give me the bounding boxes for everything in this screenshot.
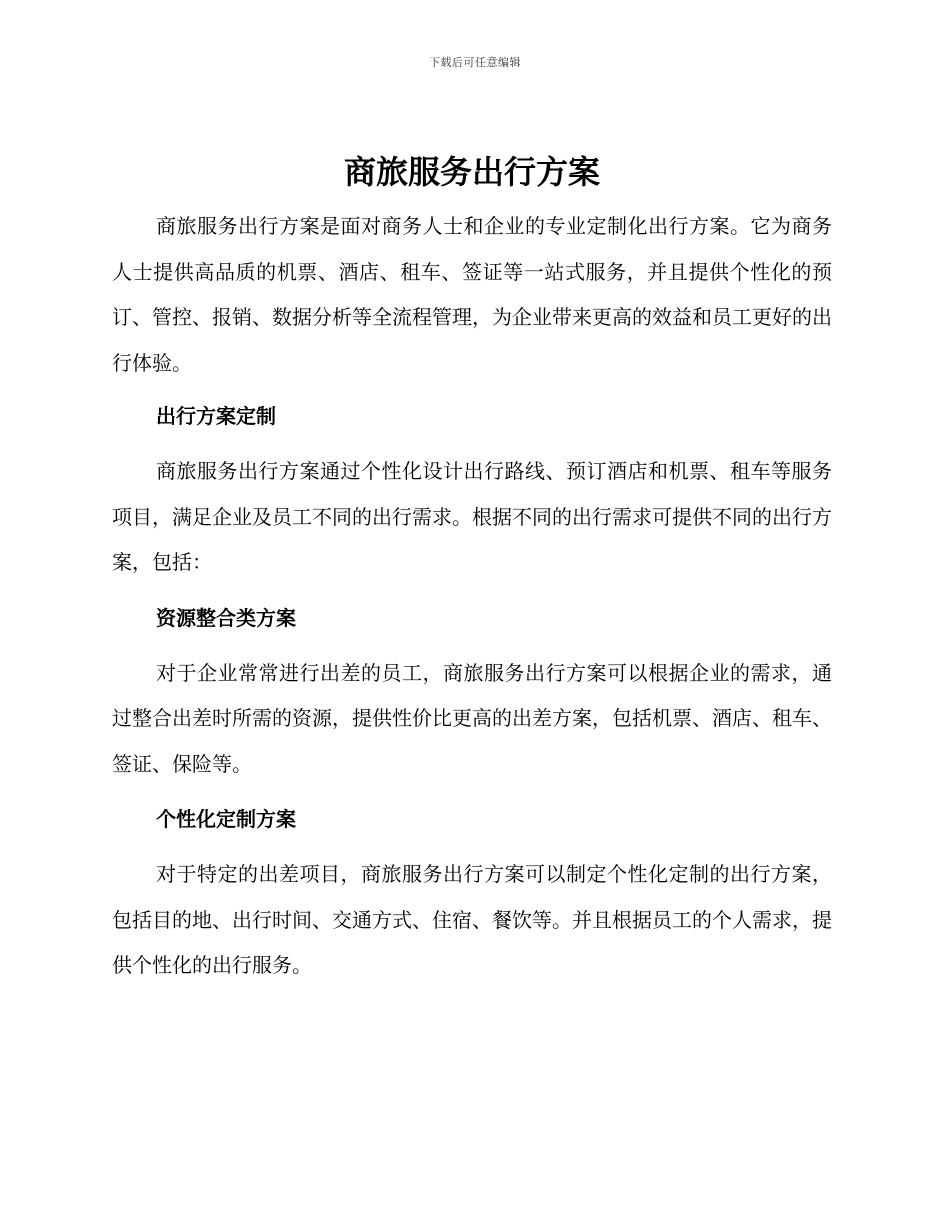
- section-heading-resource-integration: 资源整合类方案: [156, 605, 296, 630]
- document-body: [112, 150, 832, 989]
- section-heading-route-customization: 出行方案定制: [156, 404, 276, 428]
- intro-paragraph: 商旅服务出行方案是面对商务人士和企业的专业定制化出行方案。它为商务人士提供高品质的机票、酒店、租车、签证等一站式服务，并且提供个性化的预订、管控、报销、数据分析等全流程管理，为企业带来更高的效益和员工更好的出行体验。: [112, 214, 832, 375]
- section-paragraph-personalized-plan: 对于特定的出差项目，商旅服务出行方案可以制定个性化定制的出行方案，包括目的地、出行时间、交通方式、住宿、餐饮等。并且根据员工的个人需求，提供个性化的出行服务。: [112, 862, 832, 977]
- section-heading-personalized-plan: 个性化定制方案: [156, 807, 296, 831]
- header-note: 下载后可任意编辑: [429, 56, 521, 69]
- document-title: 商旅服务出行方案: [343, 153, 600, 191]
- section-paragraph-route-customization: 商旅服务出行方案通过个性化设计出行路线、预订酒店和机票、租车等服务项目，满足企业及员工不同的出行需求。根据不同的出行需求可提供不同的出行方案，包括：: [112, 459, 832, 574]
- section-paragraph-resource-integration: 对于企业常常进行出差的员工，商旅服务出行方案可以根据企业的需求，通过整合出差时所需的资源，提供性价比更高的出差方案，包括机票、酒店、租车、签证、保险等。: [112, 660, 832, 776]
